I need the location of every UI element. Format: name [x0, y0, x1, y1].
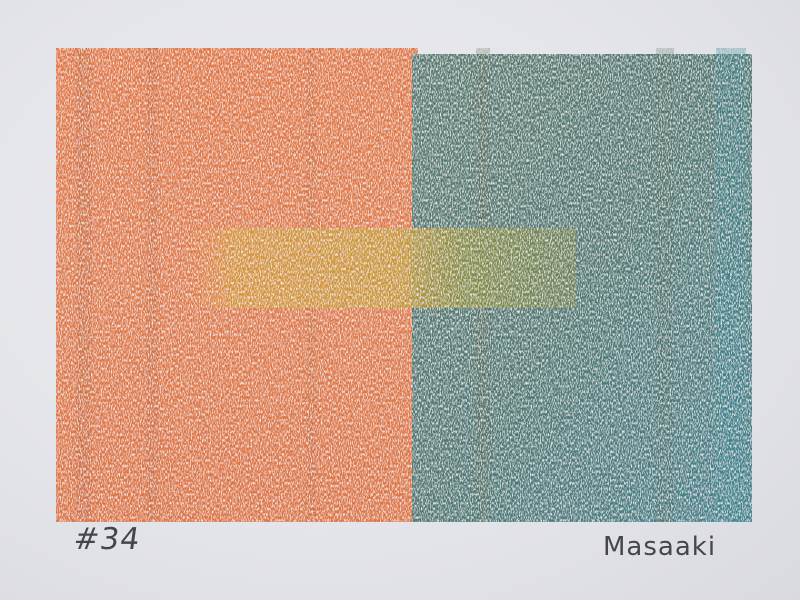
artist-signature: Masaaki — [603, 532, 717, 562]
pastel-artwork — [56, 48, 752, 522]
center-band — [186, 228, 576, 308]
artwork-number-label: #34 — [71, 522, 143, 557]
